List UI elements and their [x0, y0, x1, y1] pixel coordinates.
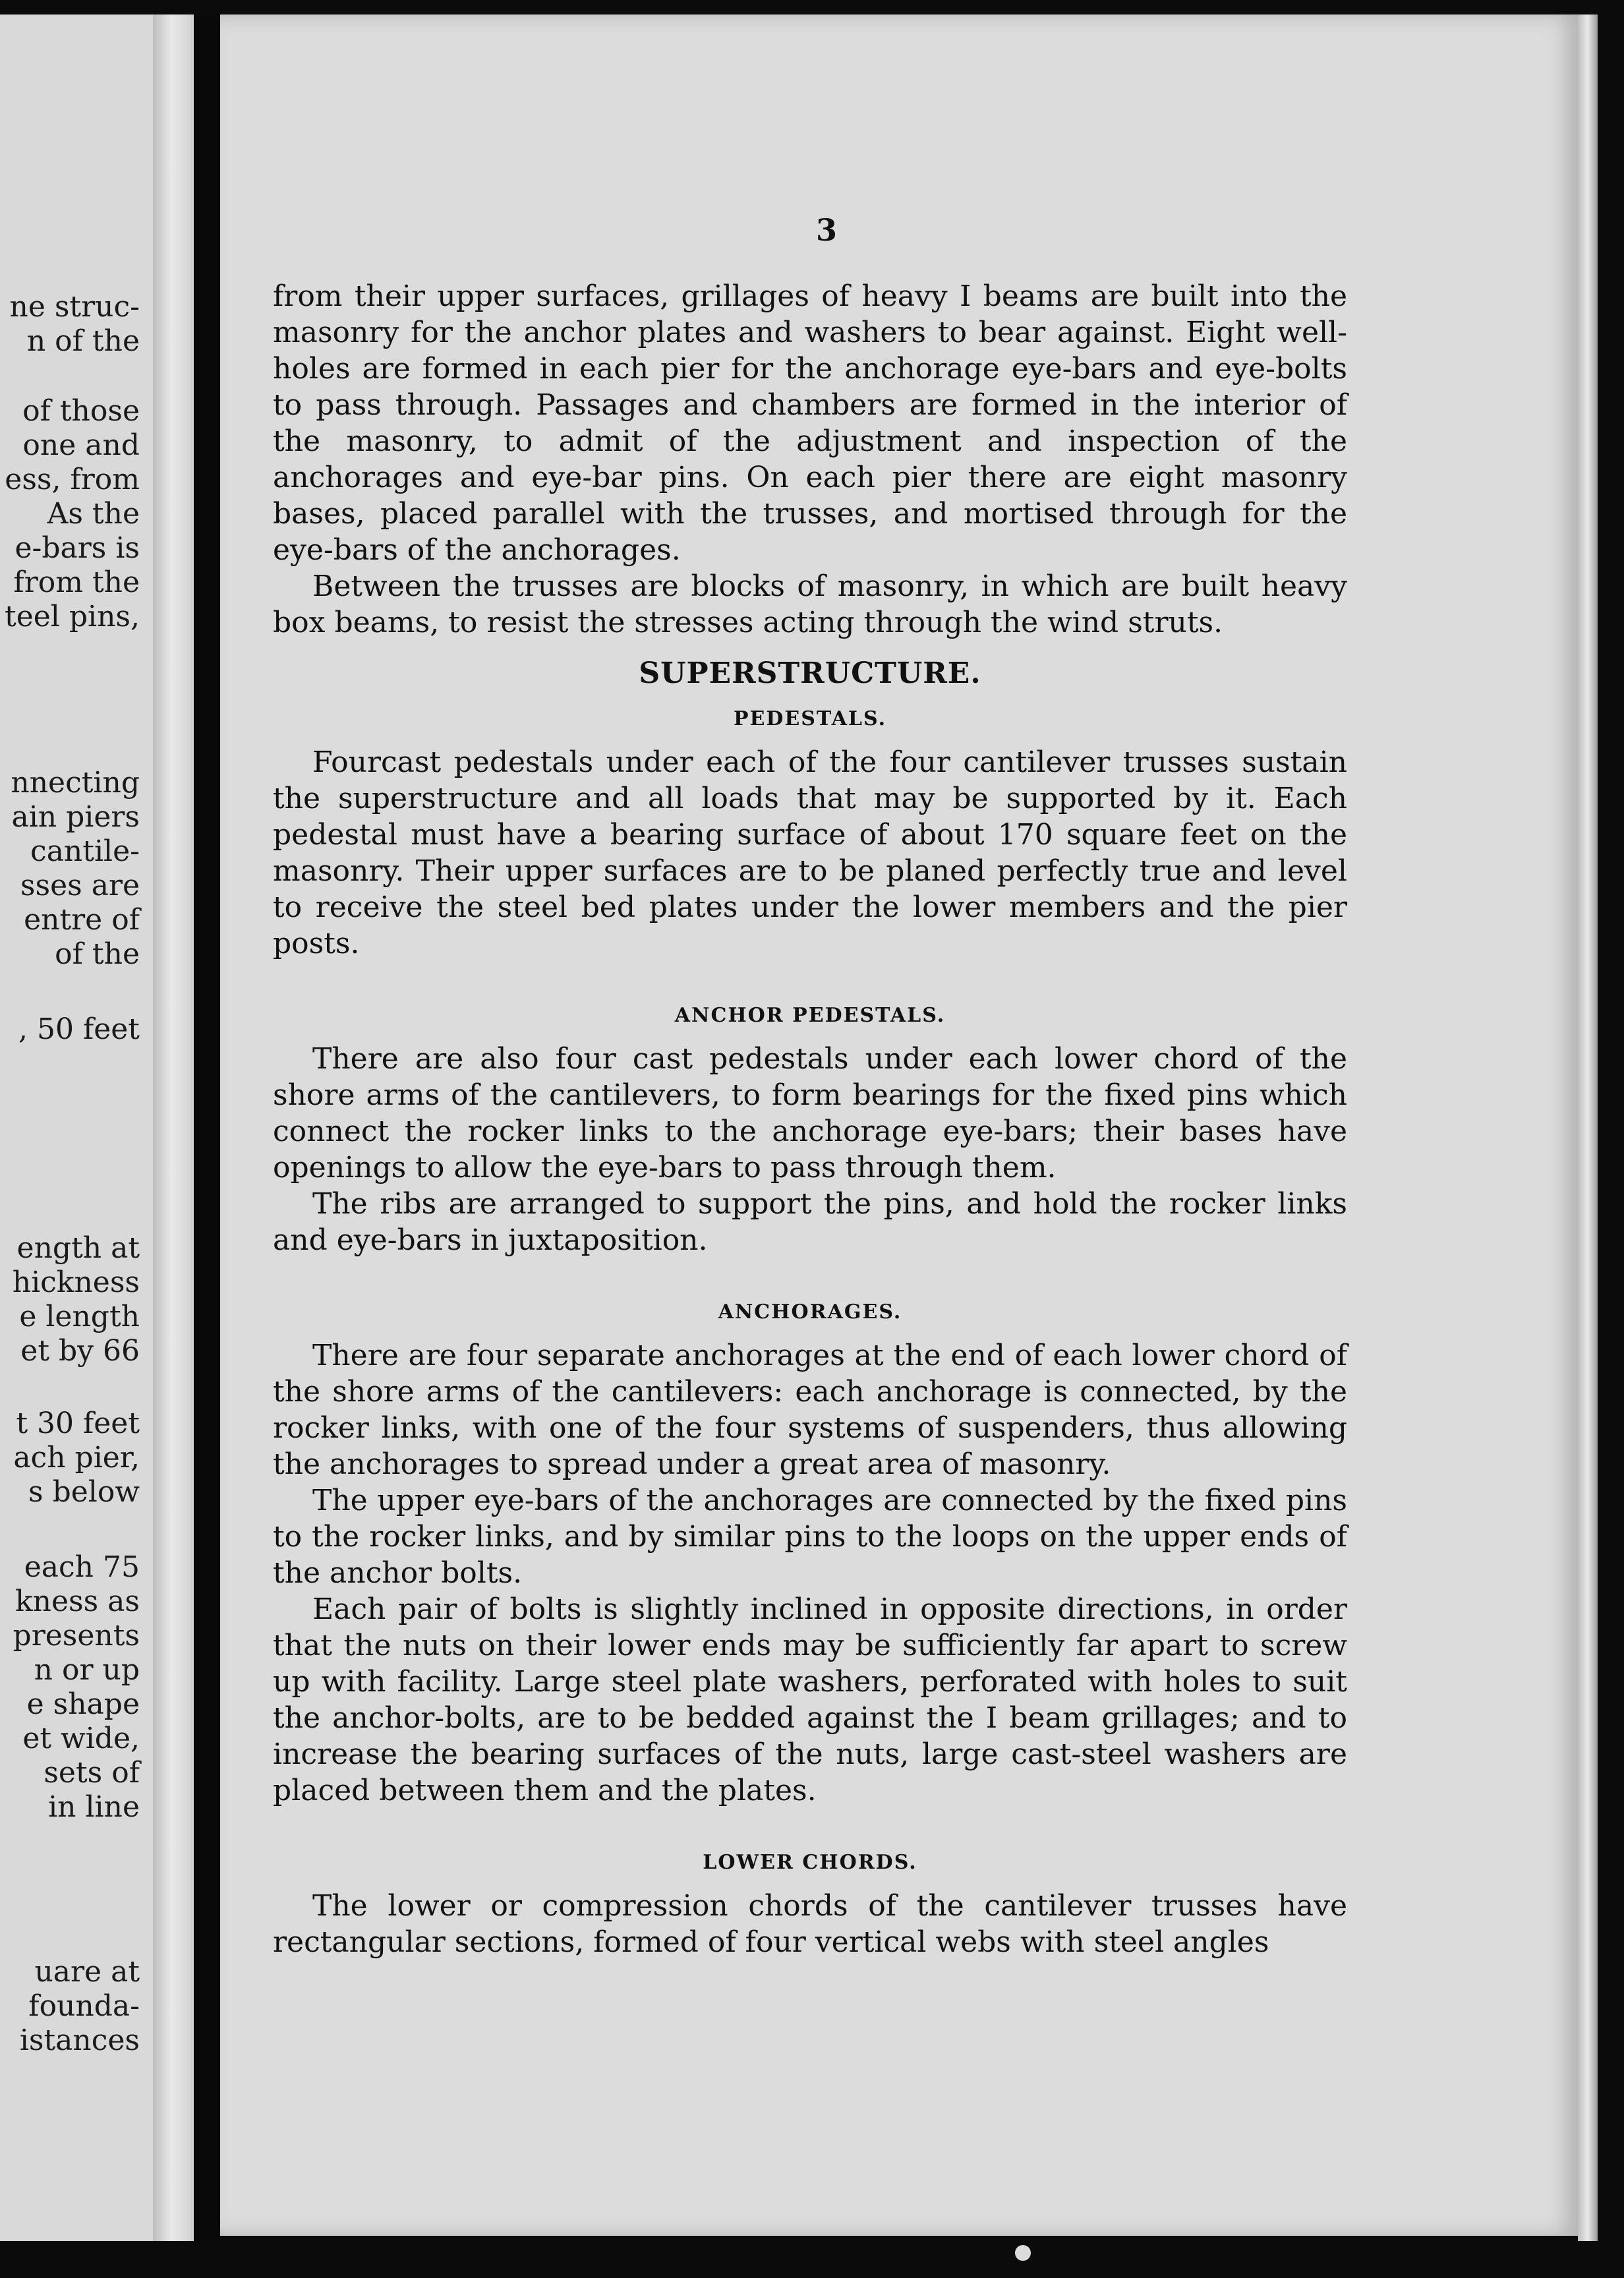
left-page-line: kness as	[15, 1585, 140, 1618]
left-page-line: founda-	[28, 1989, 140, 2023]
page-edge	[1578, 15, 1598, 2241]
paragraph-box-beams: Between the trusses are blocks of masonry, in which are built heavy box beams, to resist the stresses acting through the wind struts.	[273, 570, 1347, 639]
right-page	[220, 15, 1578, 2236]
paragraph-ribs: The ribs are arranged to support the pins, and hold the rocker links and eye-bars in juxtaposition.	[273, 1187, 1347, 1257]
left-page-line: teel pins,	[5, 600, 140, 633]
page-number: 3	[815, 212, 837, 248]
left-page-line: sses are	[20, 869, 140, 902]
left-page-line: ess, from	[5, 463, 140, 496]
left-page-line: n or up	[34, 1653, 140, 1687]
left-page-line: ength at	[16, 1231, 140, 1265]
left-page-line: As the	[47, 497, 140, 531]
book-gutter	[153, 15, 194, 2241]
left-page-line: sets of	[44, 1756, 140, 1790]
left-page-line: e length	[19, 1300, 140, 1333]
left-page-line: et by 66	[20, 1334, 140, 1368]
left-page-line: of the	[55, 937, 140, 971]
left-page-line: from the	[13, 566, 140, 599]
left-page-line: one and	[22, 428, 140, 462]
left-page-fragment	[0, 15, 153, 2241]
page-body	[273, 278, 1347, 1960]
left-page-line: e shape	[26, 1687, 140, 1721]
left-page-line: nnecting	[11, 766, 140, 800]
left-page-line: cantile-	[30, 834, 140, 868]
heading-lower-chords: LOWER CHORDS.	[703, 1851, 917, 1874]
paragraph-anchorages: There are four separate anchorages at the end of each lower chord of the shore arms of the cantilevers: each anchorage is connected, by the rocker links, with one of the four systems of suspenders, thus allowing the anchorages to spread under a great area of masonry.	[273, 1339, 1347, 1481]
left-page-line: each 75	[24, 1550, 140, 1584]
left-page-line: of those	[22, 394, 140, 428]
left-page-line: presents	[13, 1619, 140, 1652]
left-page-line: e-bars is	[14, 531, 140, 565]
paragraph-bolts: Each pair of bolts is slightly inclined in opposite directions, in order that the nuts on their lower ends may be sufficiently far apart to screw up with facility. Large steel plate washers, perforated with holes to suit the anchor-bolts, are to be bedded against the I beam grillages; and to increase the bearing surfaces of the nuts, large cast-steel washers are placed between them and the plates.	[273, 1592, 1347, 1807]
heading-pedestals: PEDESTALS.	[733, 707, 887, 730]
left-page-line: s below	[28, 1475, 140, 1509]
left-page-line: ach pier,	[13, 1441, 140, 1475]
book-spine-shadow	[194, 15, 220, 2241]
left-page-line: et wide,	[22, 1722, 140, 1755]
left-page-line: in line	[48, 1790, 140, 1824]
paragraph-masonry-grillages: from their upper surfaces, grillages of heavy I beams are built into the masonry for the anchor plates and washers to bear against. Eight well-holes are formed in each pier for the anchorage eye-bars and eye-bolts to pass through. Passages and chambers are formed in the interior of the masonry, to admit of the adjustment and inspection of the anchorages and eye-bar pins. On each pier there are eight masonry bases, placed parallel with the trusses, and mortised through for the eye-bars of the anchorages.	[273, 279, 1347, 567]
heading-superstructure: SUPERSTRUCTURE.	[639, 657, 981, 690]
paragraph-lower-chords: The lower or compression chords of the cantilever trusses have rectangular sections, formed of four vertical webs with steel angles	[273, 1889, 1347, 1959]
left-page-line: t 30 feet	[16, 1407, 140, 1440]
heading-anchorages: ANCHORAGES.	[718, 1300, 902, 1324]
left-page-line: n of the	[26, 324, 140, 358]
paragraph-pedestals: Fourcast pedestals under each of the four cantilever trusses sustain the superstructure and all loads that may be supported by it. Each pedestal must have a bearing surface of about 170 square feet on the masonry. Their upper surfaces are to be planed perfectly true and level to receive the steel bed plates under the lower members and the pier posts.	[273, 745, 1347, 960]
paragraph-upper-eye-bars: The upper eye-bars of the anchorages are connected by the fixed pins to the rocker links, and by similar pins to the loops on the upper ends of the anchor bolts.	[273, 1484, 1347, 1590]
paragraph-anchor-pedestals: There are also four cast pedestals under each lower chord of the shore arms of the cantilevers, to form bearings for the fixed pins which connect the rocker links to the anchorage eye-bars; their bases have openings to allow the eye-bars to pass through them.	[273, 1042, 1347, 1184]
left-page-line: hickness	[12, 1266, 140, 1299]
scan-dust-mark	[1015, 2245, 1031, 2261]
left-page-line: uare at	[34, 1955, 140, 1989]
left-page-line: entre of	[24, 903, 140, 937]
left-page-line: ain piers	[11, 800, 140, 834]
left-page-line: , 50 feet	[18, 1012, 140, 1046]
left-page-line: ne struc-	[9, 290, 140, 324]
left-page-line: istances	[19, 2024, 140, 2057]
heading-anchor-pedestals: ANCHOR PEDESTALS.	[674, 1004, 946, 1027]
